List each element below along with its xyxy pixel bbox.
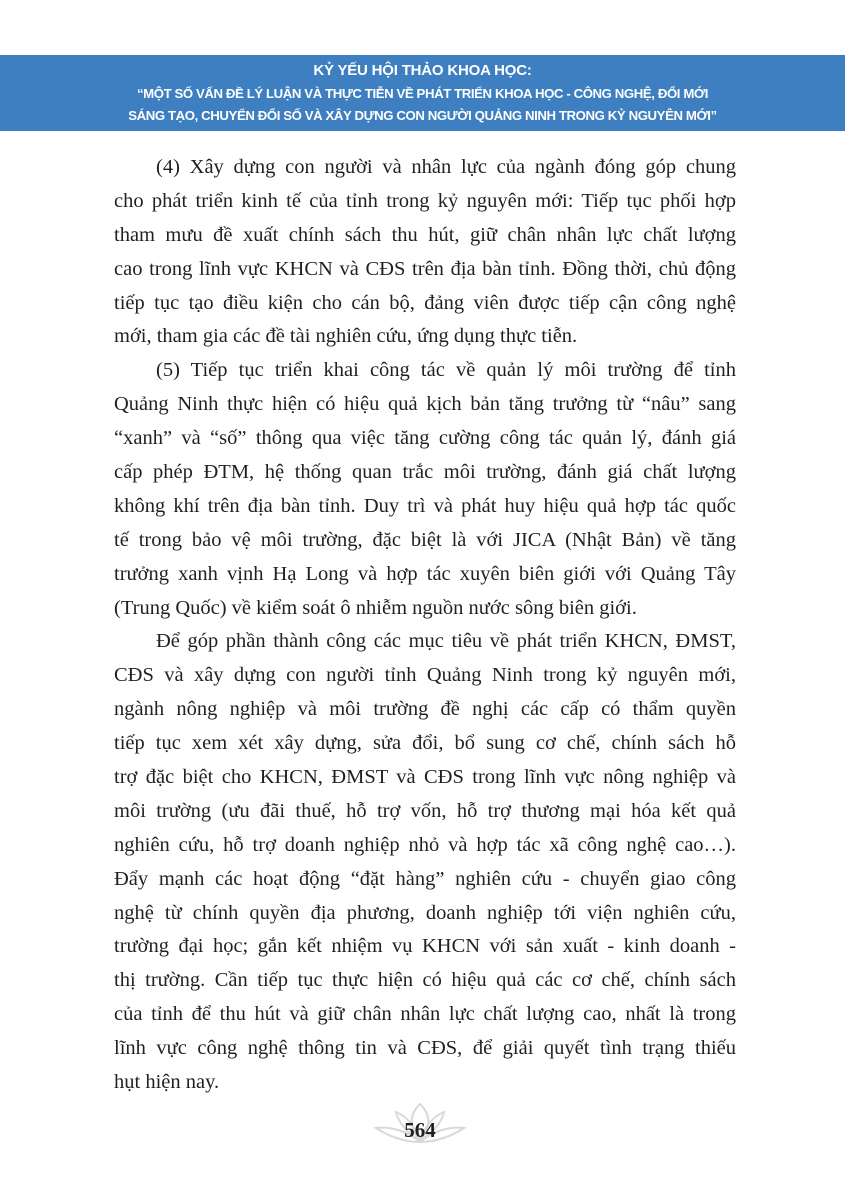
- text-line: thị trường. Cần tiếp tục thực hiện có hiệu quả các cơ chế, chính sách: [114, 969, 736, 992]
- text-line: không khí trên địa bàn tỉnh. Duy trì và phát huy hiệu quả hợp tác quốc: [114, 494, 736, 517]
- text-line: Quảng Ninh thực hiện có hiệu quả kịch bản tăng trưởng từ “nâu” sang: [114, 393, 736, 416]
- text-line: mới, tham gia các đề tài nghiên cứu, ứng dụng thực tiễn.: [114, 325, 578, 348]
- header-title: KỶ YẾU HỘI THẢO KHOA HỌC:: [313, 62, 532, 79]
- text-line: “xanh” và “số” thông qua việc tăng cường công tác quản lý, đánh giá: [114, 427, 736, 450]
- text-line: Để góp phần thành công các mục tiêu về phát triển KHCN, ĐMST,: [156, 630, 736, 653]
- header-subtitle-line-2: SÁNG TẠO, CHUYỂN ĐỔI SỐ VÀ XÂY DỰNG CON NGƯỜI QUẢNG NINH TRONG KỶ NGUYÊN MỚI”: [128, 108, 717, 123]
- paragraph: [114, 625, 736, 1099]
- text-line: nghiên cứu, hỗ trợ doanh nghiệp nhỏ và hợp tác xã công nghệ cao…).: [114, 833, 736, 856]
- text-line: ngành nông nghiệp và môi trường đề nghị các cấp có thẩm quyền: [114, 698, 736, 721]
- text-line: môi trường (ưu đãi thuế, hỗ trợ vốn, hỗ trợ thương mại hóa kết quả: [114, 799, 736, 822]
- text-line: hụt hiện nay.: [114, 1071, 220, 1094]
- header-subtitle-line-1: “MỘT SỐ VẤN ĐỀ LÝ LUẬN VÀ THỰC TIỄN VỀ PHÁT TRIỂN KHOA HỌC - CÔNG NGHỆ, ĐỔI MỚI: [136, 86, 709, 101]
- text-line: trường đại học; gắn kết nhiệm vụ KHCN với sản xuất - kinh doanh -: [114, 935, 736, 958]
- text-line: của tỉnh để thu hút và giữ chân nhân lực chất lượng cao, nhất là trong: [114, 1003, 736, 1026]
- text-line: tiếp tục xem xét xây dựng, sửa đổi, bổ sung cơ chế, chính sách hỗ: [114, 732, 736, 755]
- text-line: trưởng xanh vịnh Hạ Long và hợp tác xuyên biên giới với Quảng Tây: [114, 562, 736, 585]
- text-line: cao trong lĩnh vực KHCN và CĐS trên địa bàn tỉnh. Đồng thời, chủ động: [114, 257, 736, 280]
- page-footer: [370, 1100, 470, 1150]
- text-line: tham mưu đề xuất chính sách thu hút, giữ chân nhân lực chất lượng: [114, 223, 736, 246]
- text-line: trợ đặc biệt cho KHCN, ĐMST và CĐS trong lĩnh vực nông nghiệp và: [114, 766, 736, 789]
- text-line: (5) Tiếp tục triển khai công tác về quản lý môi trường để tỉnh: [156, 359, 736, 382]
- paragraph: [114, 151, 736, 354]
- body-text: [114, 151, 736, 1100]
- page-number: 564: [404, 1118, 436, 1142]
- page-header-banner: [0, 55, 845, 131]
- text-line: cho phát triển kinh tế của tỉnh trong kỷ nguyên mới: Tiếp tục phối hợp: [114, 189, 736, 212]
- text-line: Đẩy mạnh các hoạt động “đặt hàng” nghiên cứu - chuyển giao công: [114, 867, 736, 890]
- text-line: tế trong bảo vệ môi trường, đặc biệt là với JICA (Nhật Bản) về tăng: [114, 528, 736, 551]
- text-line: (4) Xây dựng con người và nhân lực của ngành đóng góp chung: [156, 156, 736, 178]
- text-line: CĐS và xây dựng con người tỉnh Quảng Ninh trong kỷ nguyên mới,: [114, 664, 736, 687]
- text-line: tiếp tục tạo điều kiện cho cán bộ, đảng viên được tiếp cận công nghệ: [114, 291, 736, 314]
- text-line: (Trung Quốc) về kiểm soát ô nhiễm nguồn nước sông biên giới.: [114, 596, 637, 619]
- text-line: lĩnh vực công nghệ thông tin và CĐS, để giải quyết tình trạng thiếu: [114, 1037, 736, 1060]
- paragraph: [114, 354, 736, 625]
- text-line: cấp phép ĐTM, hệ thống quan trắc môi trường, đánh giá chất lượng: [114, 461, 736, 484]
- text-line: nghệ từ chính quyền địa phương, doanh nghiệp tới viện nghiên cứu,: [114, 901, 736, 924]
